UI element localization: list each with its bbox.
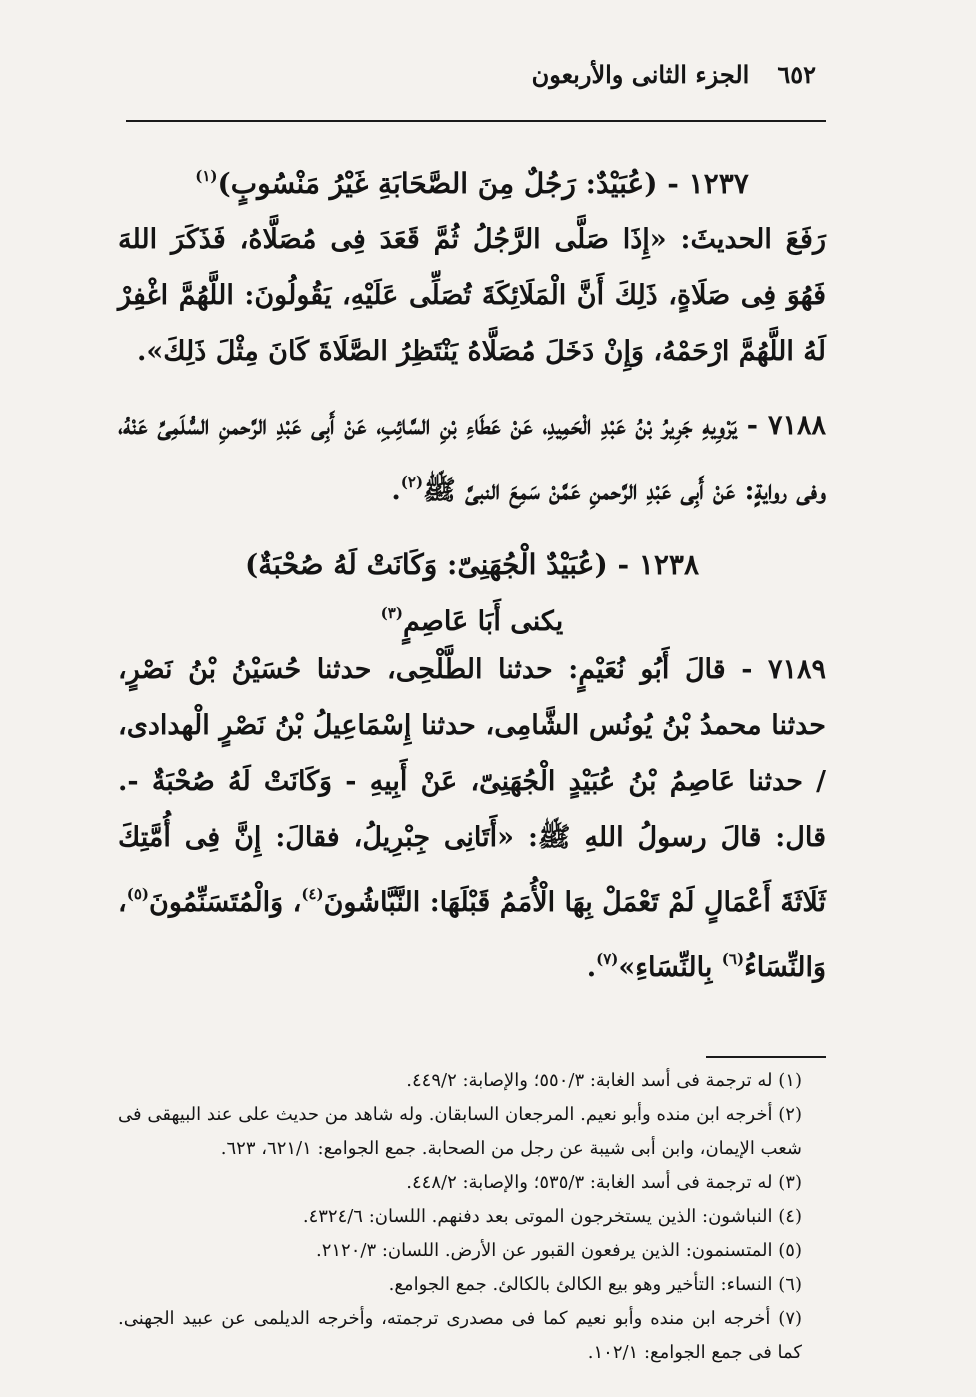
entry-heading-1238: ١٢٣٨ - (عُبَيْدٌ الْجُهَنِىّ: وَكَانَتْ لَهُ صُحْبَةٌ) bbox=[244, 548, 699, 581]
footnote-ref: (٦) bbox=[721, 950, 745, 968]
page-header bbox=[118, 60, 826, 120]
footnote-ref: (٢) bbox=[400, 473, 424, 491]
footnote-ref: (٧) bbox=[596, 950, 619, 968]
header-rule bbox=[126, 120, 826, 122]
footnotes bbox=[118, 1064, 826, 1370]
footnote-3: (٣) له ترجمة فى أسد الغابة: ٥٣٥/٣؛ والإصابة: ٤٤٨/٢. bbox=[406, 1172, 802, 1193]
footnote-6: (٦) النساء: التأخير وهو بيع الكالئ بالكالئ. جمع الجوامع. bbox=[388, 1274, 802, 1295]
footnote-1: (١) له ترجمة فى أسد الغابة: ٥٥٠/٣؛ والإصابة: ٤٤٩/٢. bbox=[406, 1070, 802, 1091]
footnote-ref: (٣) bbox=[380, 604, 403, 622]
running-title: الجزء الثانى والأربعون bbox=[531, 60, 750, 89]
footnote-4: (٤) النباشون: الذين يستخرجون الموتى بعد دفنهم. اللسان: ٤٣٢٤/٦. bbox=[302, 1206, 802, 1227]
footnote-ref: (٤) bbox=[301, 885, 324, 903]
paragraph-7189: ٧١٨٩ - قالَ أَبُو نُعَيْمٍ: حدثنا الطَّلْحِى، حدثنا حُسَيْنُ بْنُ نَصْرٍ، حدثنا محمدُ بْنُ يُونُس الشَّامِى، حدثنا إِسْمَاعِيلُ بْنُ نَصْرٍ الْهدادى، / حدثنا عَاصِمُ بْنُ عُبَيْدٍ الْجُهَنِىّ، عَنْ أَبِيهِ - وَكَانَتْ لَهُ صُحْبَةٌ -. قال: قالَ رسولُ اللهِ ﷺ: «أَتَانِى جِبْرِيلُ، فقالَ: إِنَّ فِى أُمَّتِكَ ثَلَاثَةَ أَعْمَالٍ لَمْ تَعْمَلْ بِهَا الْأُمَمُ قَبْلَهَا: النَّبَّاشُونَ$^{(٤)}$، وَالْمُتَسَنِّمُونَ$^{(٥)}$، وَالنِّسَاءُ$^{(٦)}$ بِالنِّسَاءِ»$^{(٧)}$. bbox=[118, 654, 826, 983]
main-text bbox=[118, 148, 826, 996]
paragraph-7188: ٧١٨٨ - يَرْوِيهِ جَرِيرُ بْنُ عَبْدِ الْحَمِيدِ، عَنْ عَطَاءِ بْنِ السَّائِبِ، عَنْ أَبِى عَبْدِ الرَّحمنِ السُّلَمِىِّ عَنْهُ، وفى روايةٍ: عَنْ أَبِى عَبْدِ الرَّحمنِ عَمَّنْ سَمِعَ النبىَّ ﷺ$^{(٢)}$. bbox=[118, 410, 826, 506]
paragraph-hadith: رَفَعَ الحديثَ: «إِذَا صَلَّى الرَّجُلُ ثُمَّ قَعَدَ فِى مُصَلَّاهُ، فَذَكَرَ اللهَ فَهُوَ فِى صَلَاةٍ، ذَلِكَ أَنَّ الْمَلَائِكَةَ تُصَلِّى عَلَيْهِ، يَقُولُونَ: اللَّهُمَّ اغْفِرْ لَهُ اللَّهُمَّ ارْحَمْهُ، وَإِنْ دَخَلَ مُصَلَّاهُ يَنْتَظِرُ الصَّلَاةَ كَانَ مِثْلَ ذَلِكَ». bbox=[118, 224, 826, 367]
footnote-7: (٧) أخرجه ابن منده وأبو نعيم كما فى مصدرى ترجمته، وأخرجه الديلمى عن عبيد الجهنى. كما فى جمع الجوامع: ١٠٢/١. bbox=[118, 1308, 803, 1363]
footnote-5: (٥) المتسنمون: الذين يرفعون القبور عن الأرض. اللسان: ٢١٢٠/٣. bbox=[315, 1240, 802, 1261]
footnote-ref: (١) bbox=[195, 167, 218, 185]
footnote-rule bbox=[706, 1056, 826, 1058]
entry-heading-1237: ١٢٣٧ - (عُبَيْدٌ: رَجُلٌ مِنَ الصَّحَابَةِ غَيْرُ مَنْسُوبٍ)$^{(١)}$ bbox=[195, 167, 749, 200]
page-number: ٦٥٢ bbox=[777, 60, 816, 89]
footnote-ref: (٥) bbox=[126, 885, 149, 903]
footnote-2: (٢) أخرجه ابن منده وأبو نعيم. المرجعان السابقان. وله شاهد من حديث على عند البيهقى فى شعب الإيمان، وابن أبى شيبة عن رجل من الصحابة. جمع الجوامع: ٦٢١/١، ٦٢٣. bbox=[118, 1104, 802, 1159]
entry-subheading: يكنى أَبَا عَاصِمٍ$^{(٣)}$ bbox=[380, 604, 564, 637]
